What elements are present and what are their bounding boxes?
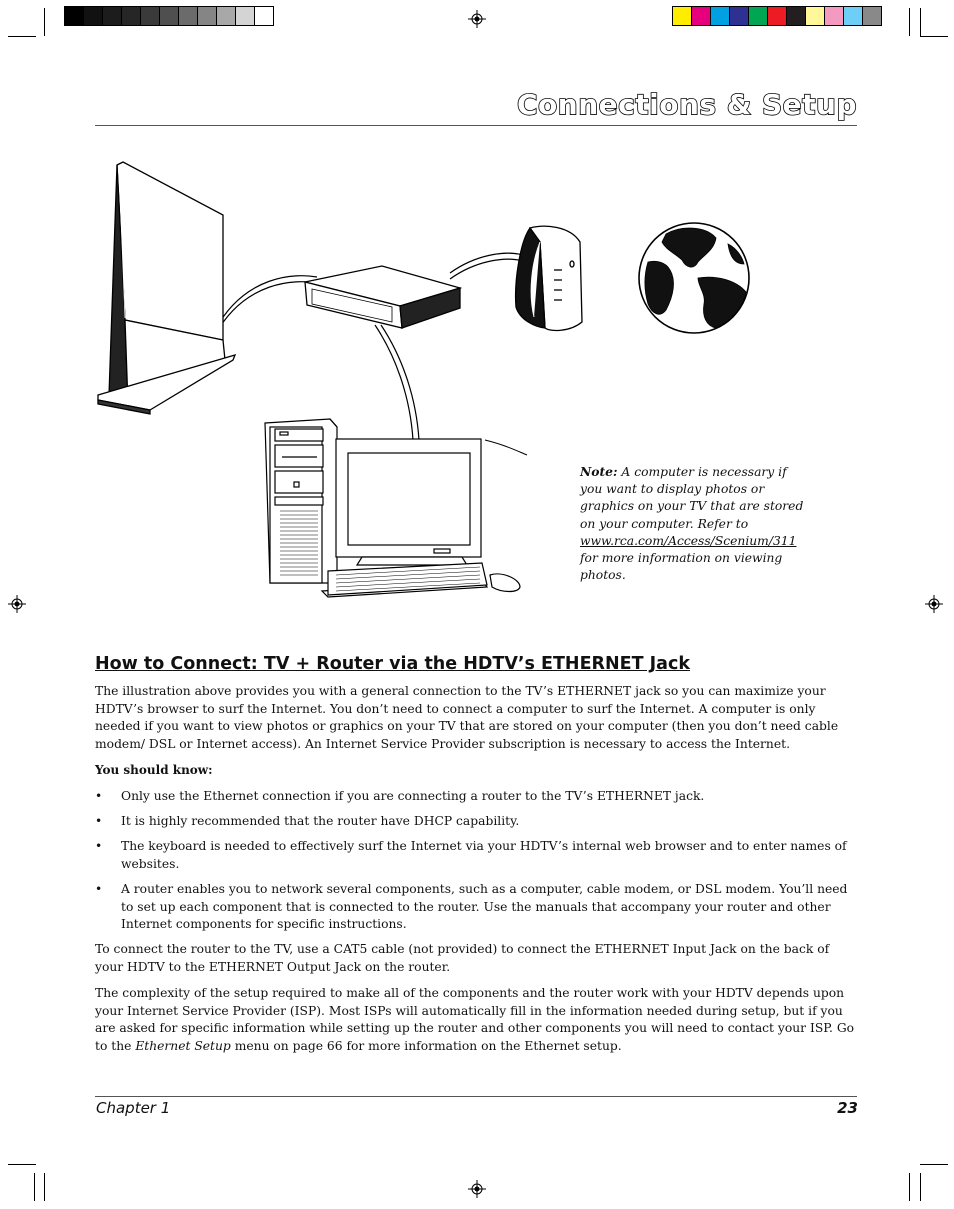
bullet-icon: • [95, 814, 103, 828]
color-swatch [730, 7, 749, 25]
crop-mark [920, 36, 948, 37]
color-swatch [787, 7, 806, 25]
crop-mark [8, 1164, 36, 1165]
ethernet-setup-menu-ref: Ethernet Setup [135, 1038, 231, 1053]
list-item [95, 838, 855, 874]
page-number: 23 [837, 1099, 858, 1117]
color-swatch [160, 7, 179, 25]
list-item-text: Only use the Ethernet connection if you are connecting a router to the TV’s ETHERNET jack. [121, 789, 705, 803]
bullet-icon: • [95, 789, 103, 803]
color-swatch [825, 7, 844, 25]
color-swatch [863, 7, 881, 25]
list-item-text: It is highly recommended that the router have DHCP capability. [121, 814, 520, 828]
color-swatch [692, 7, 711, 25]
cat5-paragraph: To connect the router to the TV, use a CAT5 cable (not provided) to connect the ETHERNET Input Jack on the back of your HDTV to the ETHERNET Output Jack on the router. [95, 942, 830, 974]
intro-paragraph: The illustration above provides you with a general connection to the TV’s ETHERNET jack so you can maximize your HDTV’s browser to surf the Internet. You don’t need to connect a computer to surf the Internet. A computer is only needed if you want to view photos or graphics on your TV that are stored on your computer (then you don’t need cable modem/ DSL or Internet access). An Internet Service Provider subscription is necessary to access the Internet. [95, 684, 839, 751]
crop-mark [44, 8, 45, 36]
section-heading: How to Connect: TV + Router via the HDTV’s ETHERNET Jack [95, 654, 690, 674]
color-swatch [217, 7, 236, 25]
router-icon [300, 262, 465, 332]
color-swatch [198, 7, 217, 25]
bullet-icon: • [95, 882, 103, 896]
color-swatch [844, 7, 863, 25]
list-item-text: The keyboard is needed to effectively surf the Internet via your HDTV’s internal web browser and to enter names of websites. [121, 839, 847, 871]
list-item [95, 881, 855, 935]
header-rule [95, 125, 857, 126]
desktop-computer-icon [262, 415, 527, 600]
note-label: Note: [580, 464, 618, 479]
note-body-end: for more information on viewing photos. [580, 551, 783, 583]
page-title: Connections & Setup [517, 88, 857, 121]
color-swatch [255, 7, 273, 25]
color-swatch [806, 7, 825, 25]
registration-target-icon [8, 595, 26, 613]
crop-mark [920, 8, 921, 36]
crop-mark [44, 1173, 45, 1201]
cable-modem-icon [510, 222, 590, 337]
list-item-text: A router enables you to network several components, such as a computer, cable modem, or DSL modem. You’ll need to set up each component that is connected to the router. Use the manuals that accompany your router and other Internet components for specific instructions. [121, 882, 848, 932]
list-item [95, 788, 855, 806]
color-swatch [711, 7, 730, 25]
note-body: A computer is necessary if you want to display photos or graphics on your TV that are stored on your computer. Refer to [580, 465, 804, 531]
color-swatch [749, 7, 768, 25]
color-swatch [122, 7, 141, 25]
crop-mark [909, 8, 910, 36]
process-color-bar [672, 6, 882, 26]
color-swatch [103, 7, 122, 25]
you-should-know-label: You should know: [95, 763, 213, 777]
registration-target-icon [468, 10, 486, 28]
note-text [580, 463, 805, 584]
globe-icon [636, 220, 756, 336]
color-swatch [236, 7, 255, 25]
isp-paragraph [95, 985, 855, 1055]
registration-target-icon [925, 595, 943, 613]
color-swatch [65, 7, 84, 25]
rear-projection-tv-icon [95, 160, 240, 415]
registration-target-icon [468, 1180, 486, 1198]
crop-mark [920, 1173, 921, 1201]
crop-mark [909, 1173, 910, 1201]
color-swatch [84, 7, 103, 25]
isp-paragraph-end: menu on page 66 for more information on the Ethernet setup. [230, 1038, 622, 1053]
list-item [95, 813, 855, 831]
footer-rule [95, 1096, 857, 1097]
crop-mark [920, 1164, 948, 1165]
color-swatch [768, 7, 787, 25]
color-swatch [141, 7, 160, 25]
gray-color-bar [64, 6, 274, 26]
crop-mark [8, 36, 36, 37]
note-link[interactable]: www.rca.com/Access/Scenium/311 [580, 533, 797, 548]
color-swatch [179, 7, 198, 25]
isp-paragraph-text: The complexity of the setup required to make all of the components and the router work with your HDTV depends upon your Internet Service Provider (ISP). Most ISPs will automatically fill in the information needed during setup, but if you are asked for specific information while setting up the router and other components you will need to contact your ISP. Go to the [95, 986, 855, 1053]
chapter-label: Chapter 1 [96, 1099, 171, 1117]
color-swatch [673, 7, 692, 25]
crop-mark [34, 1173, 35, 1201]
bullet-icon: • [95, 839, 103, 853]
